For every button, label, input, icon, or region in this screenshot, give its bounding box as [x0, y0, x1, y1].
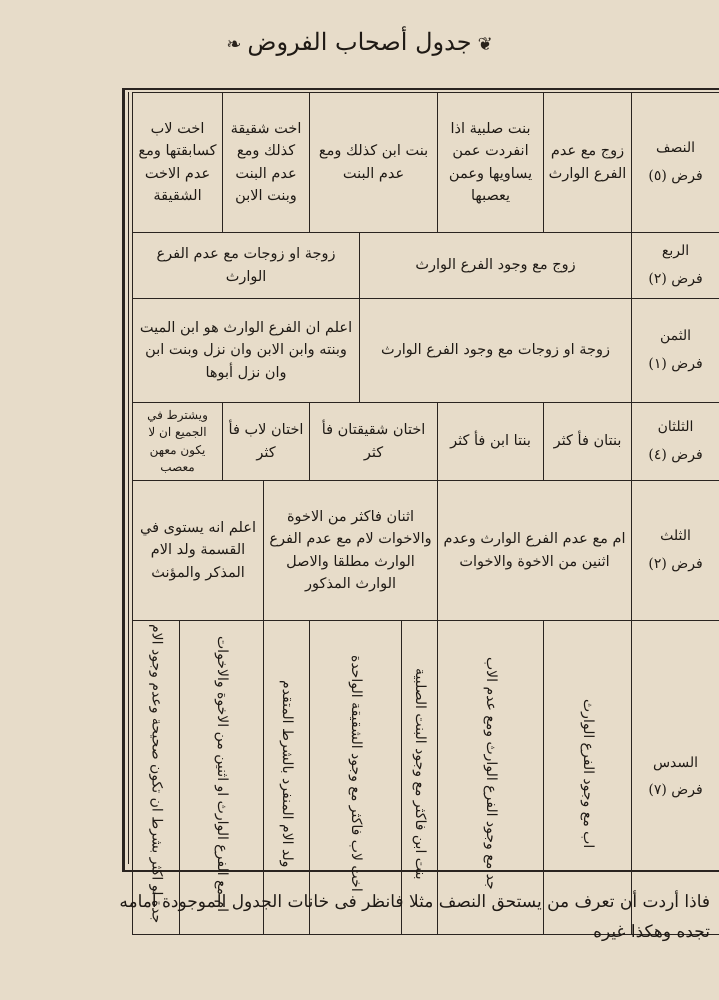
table-row	[133, 233, 719, 299]
shares-table	[132, 92, 719, 935]
table-cell: اثنان فاكثر من الاخوة والاخوات لام مع عدم الفرع الوارث مطلقا والاصل الوارث المذكور	[264, 481, 438, 621]
table-row	[133, 481, 719, 621]
share-cell: السدس فرض (٧)	[632, 621, 719, 935]
ornament-icon: ❦	[477, 34, 493, 55]
table-cell: بنتا ابن فأ كثر	[438, 403, 544, 481]
table-row	[133, 93, 719, 233]
table-cell: ويشترط في الجميع ان لا يكون معهن معصب	[133, 403, 223, 481]
ornament-icon: ❧	[226, 34, 242, 55]
share-cell: الربع فرض (٢)	[632, 233, 719, 299]
table-cell: ام مع عدم الفرع الوارث وعدم اثنين من الاخوة والاخوات	[438, 481, 632, 621]
page-title	[0, 28, 719, 56]
table-cell: اعلم انه يستوى في القسمة ولد الام المذكر والمؤنث	[133, 481, 264, 621]
table-row	[133, 403, 719, 481]
table-cell: زوجة او زوجات مع عدم الفرع الوارث	[133, 233, 360, 299]
share-cell: الثمن فرض (١)	[632, 299, 719, 403]
table-cell: اب مع وجود الفرع الوارث	[544, 621, 632, 935]
page-title-text: جدول أصحاب الفروض	[247, 28, 472, 56]
share-cell: النصف فرض (٥)	[632, 93, 719, 233]
table-cell: بنت ابن فاكثر مع وجود البنت الصلبية	[402, 621, 438, 935]
table-cell: بنتان فأ كثر	[544, 403, 632, 481]
table-cell: زوجة او زوجات مع وجود الفرع الوارث	[360, 299, 632, 403]
table-cell: ام مع الفرع الوارث او اثنين من الاخوة والاخوات	[180, 621, 264, 935]
table-cell: جدة او اكثر بشرط ان تكون صحيحة وعدم وجود الام	[133, 621, 180, 935]
table-cell: اختان شقيقتان فأ كثر	[310, 403, 438, 481]
share-cell: الثلثان فرض (٤)	[632, 403, 719, 481]
table-cell: اخت شقيقة كذلك ومع عدم البنت وبنت الابن	[223, 93, 310, 233]
table-cell: بنت صلبية اذا انفردت عمن يساويها وعمن يعصبها	[438, 93, 544, 233]
share-cell: الثلث فرض (٢)	[632, 481, 719, 621]
table-cell: زوج مع وجود الفرع الوارث	[360, 233, 632, 299]
table-cell: اختان لاب فأ كثر	[223, 403, 310, 481]
table-cell: زوج مع عدم الفرع الوارث	[544, 93, 632, 233]
table-cell: اخت لاب فاكثر مع وجود الشقيقة الواحدة	[310, 621, 402, 935]
table-row	[133, 299, 719, 403]
table-cell: بنت ابن كذلك ومع عدم البنت	[310, 93, 438, 233]
table-cell: اخت لاب كسابقتها ومع عدم الاخت الشقيقة	[133, 93, 223, 233]
footer-note: فاذا أردت أن تعرف من يستحق النصف مثلا فانظر فى خانات الجدول الموجودة أمامه تجده وهكذا غيره	[119, 892, 710, 942]
table-cell: جد مع وجود الفرع الوارث ومع عدم الاب	[438, 621, 544, 935]
table-cell: ولد الام المنفرد بالشرط المتقدم	[264, 621, 310, 935]
table-cell: اعلم ان الفرع الوارث هو ابن الميت وبنته وابن الابن وان نزل وبنت ابن وان نزل أبوها	[133, 299, 360, 403]
